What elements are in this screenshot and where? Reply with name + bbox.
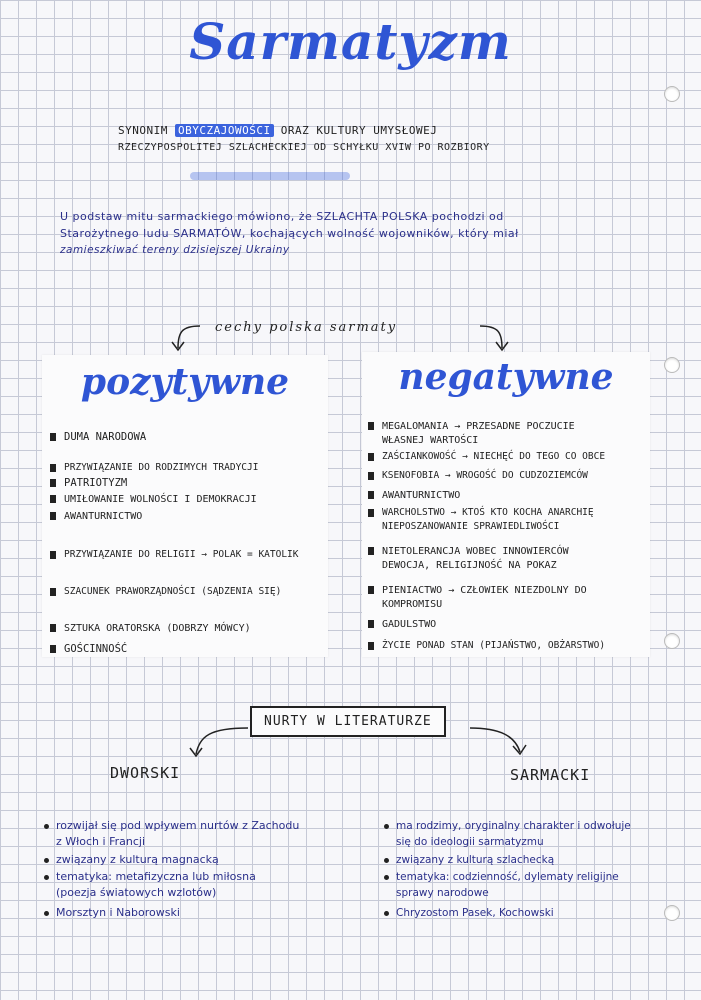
bullet-icon [50, 464, 56, 472]
intro-line-2: RZECZYPOSPOLITEJ SZLACHECKIEJ OD SCHYŁKU XVIW PO ROZBIORY [118, 142, 490, 153]
dworski-item-label: Morsztyn i Naborowski [56, 906, 180, 919]
poz-item-label: PATRIOTYZM [64, 477, 128, 489]
poz-item-9 [50, 642, 127, 656]
bullet-icon [50, 588, 56, 596]
intro-line-1 [118, 124, 437, 137]
poz-item-4 [50, 493, 257, 507]
sarmacki-item-3 [384, 869, 619, 901]
neg-item-5 [368, 506, 594, 534]
nurty-box: NURTY W LITERATURZE [250, 706, 446, 737]
bullet-dot-icon [384, 824, 389, 829]
poz-item-8 [50, 622, 251, 636]
bullet-icon [368, 547, 374, 555]
bullet-icon [50, 479, 56, 487]
paragraph-line-2: Starożytnego ludu SARMATÓW, kochających wolność wojowników, który miał [60, 227, 519, 240]
poz-item-1 [50, 430, 146, 444]
dworski-item-cont: z Włoch i Francji [56, 835, 145, 848]
paragraph-line-1: U podstaw mitu sarmackiego mówiono, że SZLACHTA POLSKA pochodzi od [60, 210, 504, 223]
branch-arrows [170, 722, 540, 762]
dworski-item-4 [44, 905, 180, 921]
bullet-dot-icon [44, 858, 49, 863]
bullet-dot-icon [384, 875, 389, 880]
intro-text-b: ORAZ KULTURY UMYSŁOWEJ [280, 124, 438, 137]
punch-hole-low [664, 633, 680, 649]
poz-item-label: GOŚCINNOŚĆ [64, 643, 128, 655]
sarmacki-item-label: Chryzostom Pasek, Kochowski [396, 907, 554, 919]
neg-item-label: KSENOFOBIA → WROGOŚĆ DO CUDZOZIEMCÓW [382, 470, 588, 481]
dworski-item-1 [44, 818, 299, 850]
intro-highlight: OBYCZAJOWOŚCI [175, 124, 274, 137]
bullet-icon [368, 586, 374, 594]
bullet-icon [368, 642, 374, 650]
negatywne-title: negatywne [398, 356, 614, 398]
bullet-dot-icon [44, 824, 49, 829]
dworski-item-3 [44, 869, 256, 901]
highlight-bar [190, 172, 350, 180]
neg-item-label: AWANTURNICTWO [382, 490, 461, 501]
sarmacki-item-1 [384, 818, 631, 850]
poz-item-label: PRZYWIĄZANIE DO RELIGII → POLAK = KATOLIK [64, 549, 299, 560]
right-branch-arrow [470, 728, 520, 752]
poz-item-7 [50, 585, 281, 599]
dworski-item-label: tematyka: metafizyczna lub miłosna [56, 870, 256, 883]
bullet-icon [368, 620, 374, 628]
poz-item-label: UMIŁOWANIE WOLNOŚCI I DEMOKRACJI [64, 494, 257, 505]
punch-hole-bottom [664, 905, 680, 921]
bullet-icon [368, 491, 374, 499]
poz-item-label: SZTUKA ORATORSKA (DOBRZY MÓWCY) [64, 623, 251, 634]
sarmacki-item-2 [384, 852, 554, 868]
bullet-icon [368, 509, 374, 517]
poz-item-6 [50, 548, 299, 562]
sarmacki-item-cont: sprawy narodowe [396, 887, 489, 899]
bullet-dot-icon [44, 875, 49, 880]
sarmacki-heading: SARMACKI [510, 766, 591, 784]
left-branch-arrow [196, 728, 248, 754]
neg-item-label: ZAŚCIANKOWOŚĆ → NIECHĘĆ DO TEGO CO OBCE [382, 451, 606, 462]
pozytywne-title: pozytywne [80, 361, 290, 403]
sarmacki-item-4 [384, 905, 554, 921]
bullet-dot-icon [44, 911, 49, 916]
dworski-item-cont: (poezja światowych wzlotów) [56, 886, 217, 899]
neg-item-cont: KOMPROMISU [382, 599, 443, 610]
poz-item-3 [50, 476, 127, 490]
bullet-dot-icon [384, 911, 389, 916]
bullet-dot-icon [384, 858, 389, 863]
dworski-item-2 [44, 852, 219, 868]
neg-item-9 [368, 639, 605, 653]
punch-hole-top [664, 86, 680, 102]
sarmacki-item-label: ma rodzimy, oryginalny charakter i odwołuje [396, 820, 631, 832]
neg-item-cont: WŁASNEJ WARTOŚCI [382, 435, 479, 446]
bullet-icon [50, 551, 56, 559]
neg-item-7 [368, 584, 587, 612]
neg-item-1 [368, 420, 575, 448]
poz-item-5 [50, 510, 142, 524]
neg-item-3 [368, 469, 588, 483]
neg-item-label: MEGALOMANIA → PRZESADNE POCZUCIE [382, 421, 575, 432]
dworski-heading: DWORSKI [110, 764, 181, 782]
neg-item-label: NIETOLERANCJA WOBEC INNOWIERCÓW [382, 546, 569, 557]
neg-item-label: GADULSTWO [382, 619, 437, 630]
bullet-icon [50, 624, 56, 632]
poz-item-label: DUMA NARODOWA [64, 431, 147, 443]
poz-item-label: AWANTURNICTWO [64, 511, 143, 522]
bullet-icon [368, 472, 374, 480]
bullet-icon [368, 422, 374, 430]
bullet-icon [50, 433, 56, 441]
poz-item-2 [50, 461, 258, 475]
dworski-item-label: związany z kulturą magnacką [56, 853, 219, 866]
bullet-icon [368, 453, 374, 461]
sarmacki-item-cont: się do ideologii sarmatyzmu [396, 836, 544, 848]
bullet-icon [50, 512, 56, 520]
neg-item-2 [368, 450, 605, 464]
neg-item-label: WARCHOLSTWO → KTOŚ KTO KOCHA ANARCHIĘ [382, 507, 594, 518]
cechy-label: cechy polska sarmaty [215, 320, 398, 335]
page-title: Sarmatyzm [189, 12, 512, 71]
neg-item-4 [368, 489, 460, 503]
punch-hole-mid [664, 357, 680, 373]
neg-item-cont: NIEPOSZANOWANIE SPRAWIEDLIWOŚCI [382, 521, 560, 532]
bullet-icon [50, 495, 56, 503]
poz-item-label: PRZYWIĄZANIE DO RODZIMYCH TRADYCJI [64, 462, 259, 473]
bullet-icon [50, 645, 56, 653]
neg-item-label: PIENIACTWO → CZŁOWIEK NIEZDOLNY DO [382, 585, 587, 596]
poz-item-label: SZACUNEK PRAWORZĄDNOŚCI (SĄDZENIA SIĘ) [64, 586, 282, 597]
sarmacki-item-label: związany z kulturą szlachecką [396, 854, 555, 866]
neg-item-8 [368, 618, 436, 632]
sarmacki-item-label: tematyka: codzienność, dylematy religijne [396, 871, 619, 883]
dworski-item-label: rozwijał się pod wpływem nurtów z Zachodu [56, 819, 300, 832]
intro-text-a: SYNONIM [118, 124, 168, 137]
neg-item-6 [368, 545, 569, 573]
neg-item-cont: DEWOCJA, RELIGIJNOŚĆ NA POKAZ [382, 560, 557, 571]
paragraph-line-3: zamieszkiwać tereny dzisiejszej Ukrainy [60, 244, 290, 256]
neg-item-label: ŻYCIE PONAD STAN (PIJAŃSTWO, OBŻARSTWO) [382, 640, 606, 651]
